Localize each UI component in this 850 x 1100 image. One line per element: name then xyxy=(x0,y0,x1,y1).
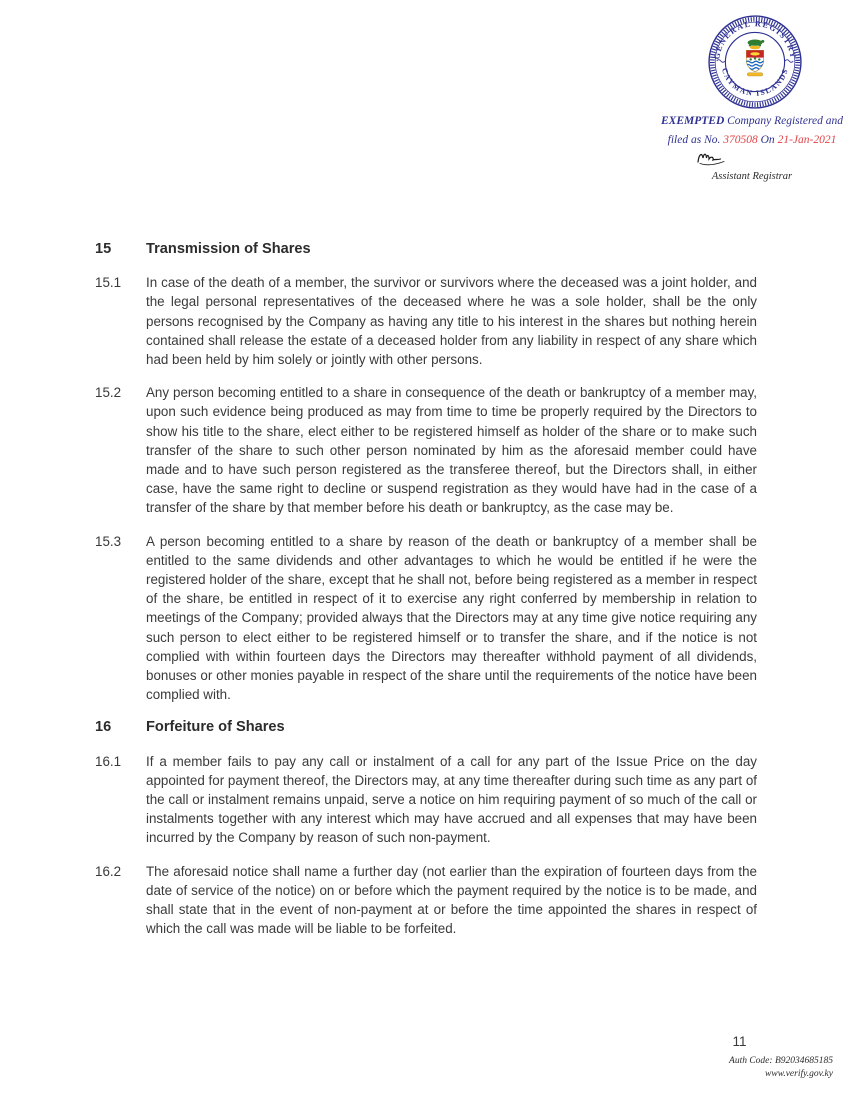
clause-text: A person becoming entitled to a share by reason of the death or bankruptcy of a member shall be entitled to the same dividends and other advantages to which he would be entitled if he were the registered holder of the share, except that he shall not, before being registered as a member in respect of the share, be entitled in respect of it to exercise any right conferred by membership in relation to meetings of the Company; provided always that the Directors may at any time give notice requiring any such person to elect either to be registered himself or to transfer the share, and if the notice is not complied with within fourteen days the Directors may thereafter withhold payment of all dividends, bonuses or other monies payable in respect of the share until the requirements of the notice have been complied with. xyxy=(146,533,757,703)
clause-15-1 xyxy=(95,273,757,369)
clause-text: In case of the death of a member, the survivor or survivors where the deceased was a joint holder, and the legal personal representatives of the deceased where he was a sole holder, shall be the only persons recognised by the Company as having any title to his interest in the shares but nothing herein contained shall release the estate of a deceased holder from any liability in respect of any share which had been held by him solely or jointly with other persons. xyxy=(146,275,757,368)
section-title: Forfeiture of Shares xyxy=(146,719,285,736)
clause-text: Any person becoming entitled to a share in consequence of the death or bankruptcy of a member may, upon such evidence being produced as may from time to time be properly required by the Directors to show his title to the share, elect either to be registered himself as holder of the share or to make such transfer of the share to such other person nominated by him as the aforesaid member could have made and to have such person registered as the transferee thereof, but the Directors shall, in either case, have the same right to decline or suspend registration as they would have had in the case of a transfer of the share by that member before his death or bankruptcy, as the case may be. xyxy=(146,385,757,516)
registration-date: 21-Jan-2021 xyxy=(777,133,837,146)
registrar-signature-icon xyxy=(696,149,728,169)
clause-16-2 xyxy=(95,862,757,939)
registration-line-1: EXEMPTED Company Registered and xyxy=(661,115,843,127)
seal-ring-top-text: GENERAL REGISTRY xyxy=(712,19,798,60)
assistant-registrar-label: Assistant Registrar xyxy=(711,171,793,182)
cayman-coat-of-arms-icon xyxy=(746,39,766,76)
clause-number: 16.1 xyxy=(95,753,122,769)
clause-text: The aforesaid notice shall name a further day (not earlier than the expiration of fourteen days from the date of service of the notice) on or before which the payment required by the notice is to be made, and shall state that in the event of non-payment at or before the time appointed the shares in respect of which the call was made will be liable to be forfeited. xyxy=(146,863,757,937)
registration-number: 370508 xyxy=(723,133,758,146)
verification-footer xyxy=(729,1055,833,1081)
registration-line-2: filed as No. 370508 On 21-Jan-2021 xyxy=(667,133,837,146)
clause-15-3 xyxy=(95,532,757,705)
clause-16-1 xyxy=(95,752,757,848)
verify-website: www.verify.gov.ky xyxy=(765,1069,833,1079)
clause-number: 15.2 xyxy=(95,385,122,401)
clause-number: 16.2 xyxy=(95,863,122,879)
general-registry-seal-icon xyxy=(706,13,804,111)
section-heading-16 xyxy=(95,718,757,737)
section-heading-15 xyxy=(95,240,757,259)
section-title: Transmission of Shares xyxy=(146,241,311,257)
registration-stamp-text xyxy=(652,112,850,149)
clause-number: 15.1 xyxy=(95,275,122,291)
seal-ring-bottom-text: CAYMAN ISLANDS xyxy=(719,66,791,98)
section-number: 16 xyxy=(95,719,112,736)
exempted-label: EXEMPTED xyxy=(661,115,725,127)
clause-number: 15.3 xyxy=(95,533,122,549)
auth-code: Auth Code: B92034685185 xyxy=(729,1056,833,1066)
clause-15-2 xyxy=(95,383,757,517)
page-number: 11 xyxy=(732,1034,747,1049)
section-number: 15 xyxy=(95,241,112,257)
document-body xyxy=(95,240,757,953)
clause-text: If a member fails to pay any call or instalment of a call for any part of the Issue Price on the day appointed for payment thereof, the Directors may, at any time thereafter during such time as any part of the call or instalment remains unpaid, serve a notice on him requiring payment of so much of the call or instalments together with any interest which may have accrued and all expenses that may have been incurred by the Company by reason of such non-payment. xyxy=(146,753,757,846)
